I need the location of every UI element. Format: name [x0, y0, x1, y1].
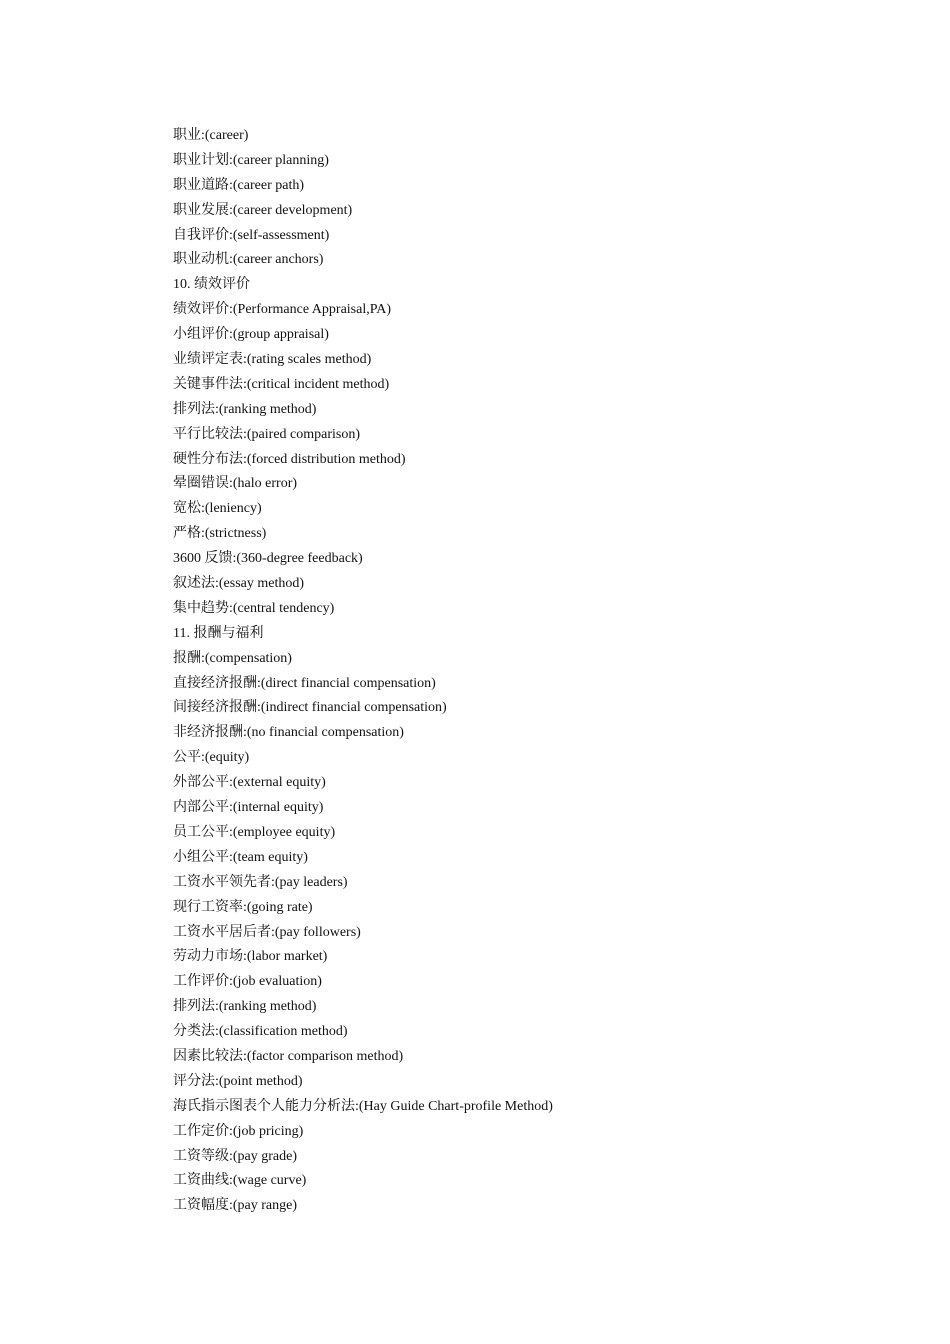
- text-line: 小组评价:(group appraisal): [173, 327, 329, 343]
- text-line: 工资水平领先者:(pay leaders): [173, 874, 348, 890]
- text-line: 劳动力市场:(labor market): [173, 949, 328, 965]
- text-line: 叙述法:(essay method): [173, 576, 305, 592]
- text-line: 间接经济报酬:(indirect financial compensation): [173, 700, 447, 716]
- text-line: 晕圈错误:(halo error): [173, 476, 298, 492]
- text-line: 工作定价:(job pricing): [173, 1123, 304, 1139]
- text-line: 职业道路:(career path): [173, 177, 304, 193]
- text-line: 工资水平居后者:(pay followers): [173, 924, 361, 940]
- text-line: 3600 反馈:(360-degree feedback): [173, 551, 363, 567]
- text-line: 严格:(strictness): [173, 526, 267, 542]
- text-line: 评分法:(point method): [173, 1073, 303, 1089]
- text-line: 职业:(career): [173, 128, 249, 143]
- text-line: 工作评价:(job evaluation): [173, 974, 322, 990]
- text-line: 自我评价:(self-assessment): [173, 227, 330, 243]
- text-line: 公平:(equity): [173, 750, 250, 766]
- text-line: 小组公平:(team equity): [173, 849, 308, 865]
- text-line: 绩效评价:(Performance Appraisal,PA): [173, 302, 391, 318]
- text-line: 硬性分布法:(forced distribution method): [173, 451, 406, 467]
- section-heading: 11. 报酬与福利: [173, 625, 264, 641]
- text-line: 业绩评定表:(rating scales method): [173, 352, 372, 368]
- text-line: 直接经济报酬:(direct financial compensation): [173, 675, 436, 691]
- text-line: 职业发展:(career development): [173, 202, 353, 218]
- text-line: 报酬:(compensation): [173, 650, 292, 666]
- text-line: 关键事件法:(critical incident method): [173, 376, 390, 392]
- text-line: 海氏指示图表个人能力分析法:(Hay Guide Chart-profile Method): [173, 1098, 553, 1114]
- text-line: 员工公平:(employee equity): [173, 824, 336, 840]
- text-line: 集中趋势:(central tendency): [173, 600, 335, 616]
- text-line: 工资等级:(pay grade): [173, 1148, 298, 1164]
- text-line: 现行工资率:(going rate): [173, 899, 313, 915]
- text-line: 职业动机:(career anchors): [173, 252, 324, 268]
- text-line: 排列法:(ranking method): [173, 999, 317, 1015]
- text-line: 工资幅度:(pay range): [173, 1198, 298, 1214]
- text-line: 排列法:(ranking method): [173, 401, 317, 417]
- text-line: 职业计划:(career planning): [173, 152, 329, 168]
- text-line: 外部公平:(external equity): [173, 775, 326, 791]
- document-body: [173, 124, 873, 1219]
- section-heading: 10. 绩效评价: [173, 277, 250, 293]
- text-line: 宽松:(leniency): [173, 501, 262, 517]
- text-line: 工资曲线:(wage curve): [173, 1173, 307, 1189]
- text-line: 因素比较法:(factor comparison method): [173, 1048, 404, 1064]
- text-line: 分类法:(classification method): [173, 1024, 348, 1040]
- text-line: 内部公平:(internal equity): [173, 800, 324, 816]
- text-line: 平行比较法:(paired comparison): [173, 426, 361, 442]
- text-line: 非经济报酬:(no financial compensation): [173, 725, 404, 741]
